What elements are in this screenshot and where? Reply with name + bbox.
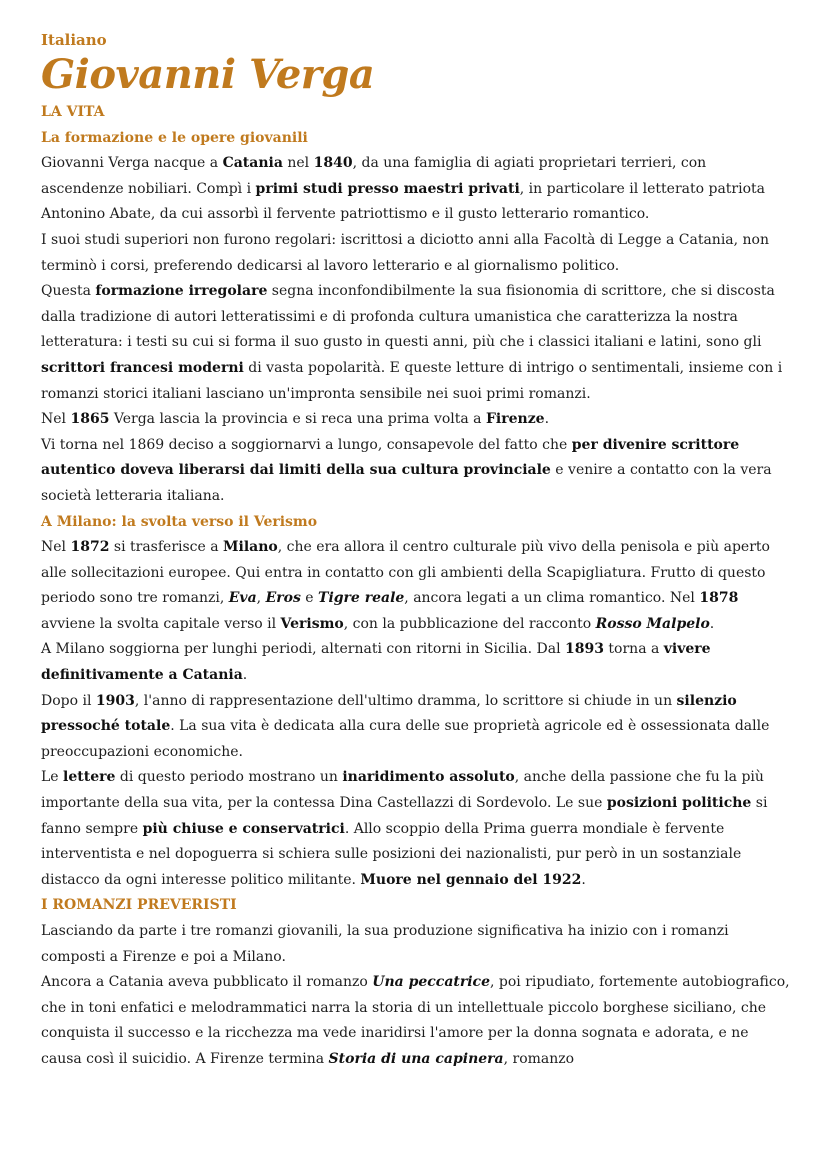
section-heading-romanzi: I ROMANZI PREVERISTI — [41, 897, 237, 914]
page-title: Giovanni Verga — [41, 51, 375, 98]
paragraph-7: A Milano soggiorna per lunghi periodi, alternati con ritorni in Sicilia. Dal 1893 torna a vivere definitivamente a Catania. — [41, 641, 711, 684]
paragraph-3: Questa formazione irregolare segna inconfondibilmente la sua fisionomia di scrittore, che si discosta dalla tradizione di autori letteratissimi e di profonda cultura umanistica che caratterizza la nostra letteratura: i testi su cui si forma il suo gusto in questi anni, più che i classici italiani e latini, sono gli scrittori francesi moderni di vasta popolarità. E queste letture di intrigo o sentimentali, insieme con i romanzi storici italiani lasciano un'impronta sensibile nei suoi primi romanzi. — [41, 283, 783, 402]
subheading-formazione: La formazione e le opere giovanili — [41, 129, 308, 146]
paragraph-10: Lasciando da parte i tre romanzi giovanili, la sua produzione significativa ha inizio con i romanzi composti a Firenze e poi a Milano. — [41, 923, 729, 965]
subheading-milano: A Milano: la svolta verso il Verismo — [41, 513, 318, 530]
paragraph-8: Dopo il 1903, l'anno di rappresentazione dell'ultimo dramma, lo scrittore si chiude in un silenzio pressoché totale. La sua vita è dedicata alla cura delle sue proprietà agricole ed è ossessionata dalle preoccupazioni economiche. — [41, 692, 770, 760]
paragraph-9: Le lettere di questo periodo mostrano un inaridimento assoluto, anche della passione che fu la più importante della sua vita, per la contessa Dina Castellazzi di Sordevolo. Le sue posizioni politiche si fanno sempre più chiuse e conservatrici. Allo scoppio della Prima guerra mondiale è fervente interventista e nel dopoguerra si schiera sulle posizioni dei nazionalisti, pur però in un sostanziale distacco da ogni interesse politico militante. Muore nel gennaio del 1922. — [41, 769, 768, 888]
paragraph-2: I suoi studi superiori non furono regolari: iscrittosi a diciotto anni alla Facoltà di Legge a Catania, non terminò i corsi, preferendo dedicarsi al lavoro letterario e al giornalismo politico. — [41, 231, 770, 274]
paragraph-4: Nel 1865 Verga lascia la provincia e si reca una prima volta a Firenze. — [41, 411, 550, 428]
paragraph-11: Ancora a Catania aveva pubblicato il romanzo Una peccatrice, poi ripudiato, fortemente autobiografico, che in toni enfatici e melodrammatici narra la storia di un intellettuale piccolo borghese siciliano, che conquista il successo e la ricchezza ma vede inaridirsi l'amore per la donna sognata e adorata, e ne causa così il suicidio. A Firenze termina Storia di una capinera, romanzo — [41, 974, 790, 1067]
paragraph-1: Giovanni Verga nacque a Catania nel 1840, da una famiglia di agiati proprietari terrieri, con ascendenze nobiliari. Compì i primi studi presso maestri privati, in particolare il letterato patriota Antonino Abate, da cui assorbì il fervente patriottismo e il gusto letterario romantico. — [41, 155, 766, 223]
document-page — [41, 30, 793, 1073]
paragraph-5: Vi torna nel 1869 deciso a soggiornarvi a lungo, consapevole del fatto che per divenire scrittore autentico doveva liberarsi dai limiti della sua cultura provinciale e venire a contatto con la vera società letteraria italiana. — [41, 436, 772, 504]
paragraph-6: Nel 1872 si trasferisce a Milano, che era allora il centro culturale più vivo della penisola e più aperto alle sollecitazioni europee. Qui entra in contatto con gli ambienti della Scapigliatura. Frutto di questo periodo sono tre romanzi, Eva, Eros e Tigre reale, ancora legati a un clima romantico. Nel 1878 avviene la svolta capitale verso il Verismo, con la pubblicazione del racconto Rosso Malpelo. — [41, 539, 770, 632]
section-heading-vita: LA VITA — [41, 104, 105, 120]
subject-label: Italiano — [41, 31, 107, 49]
